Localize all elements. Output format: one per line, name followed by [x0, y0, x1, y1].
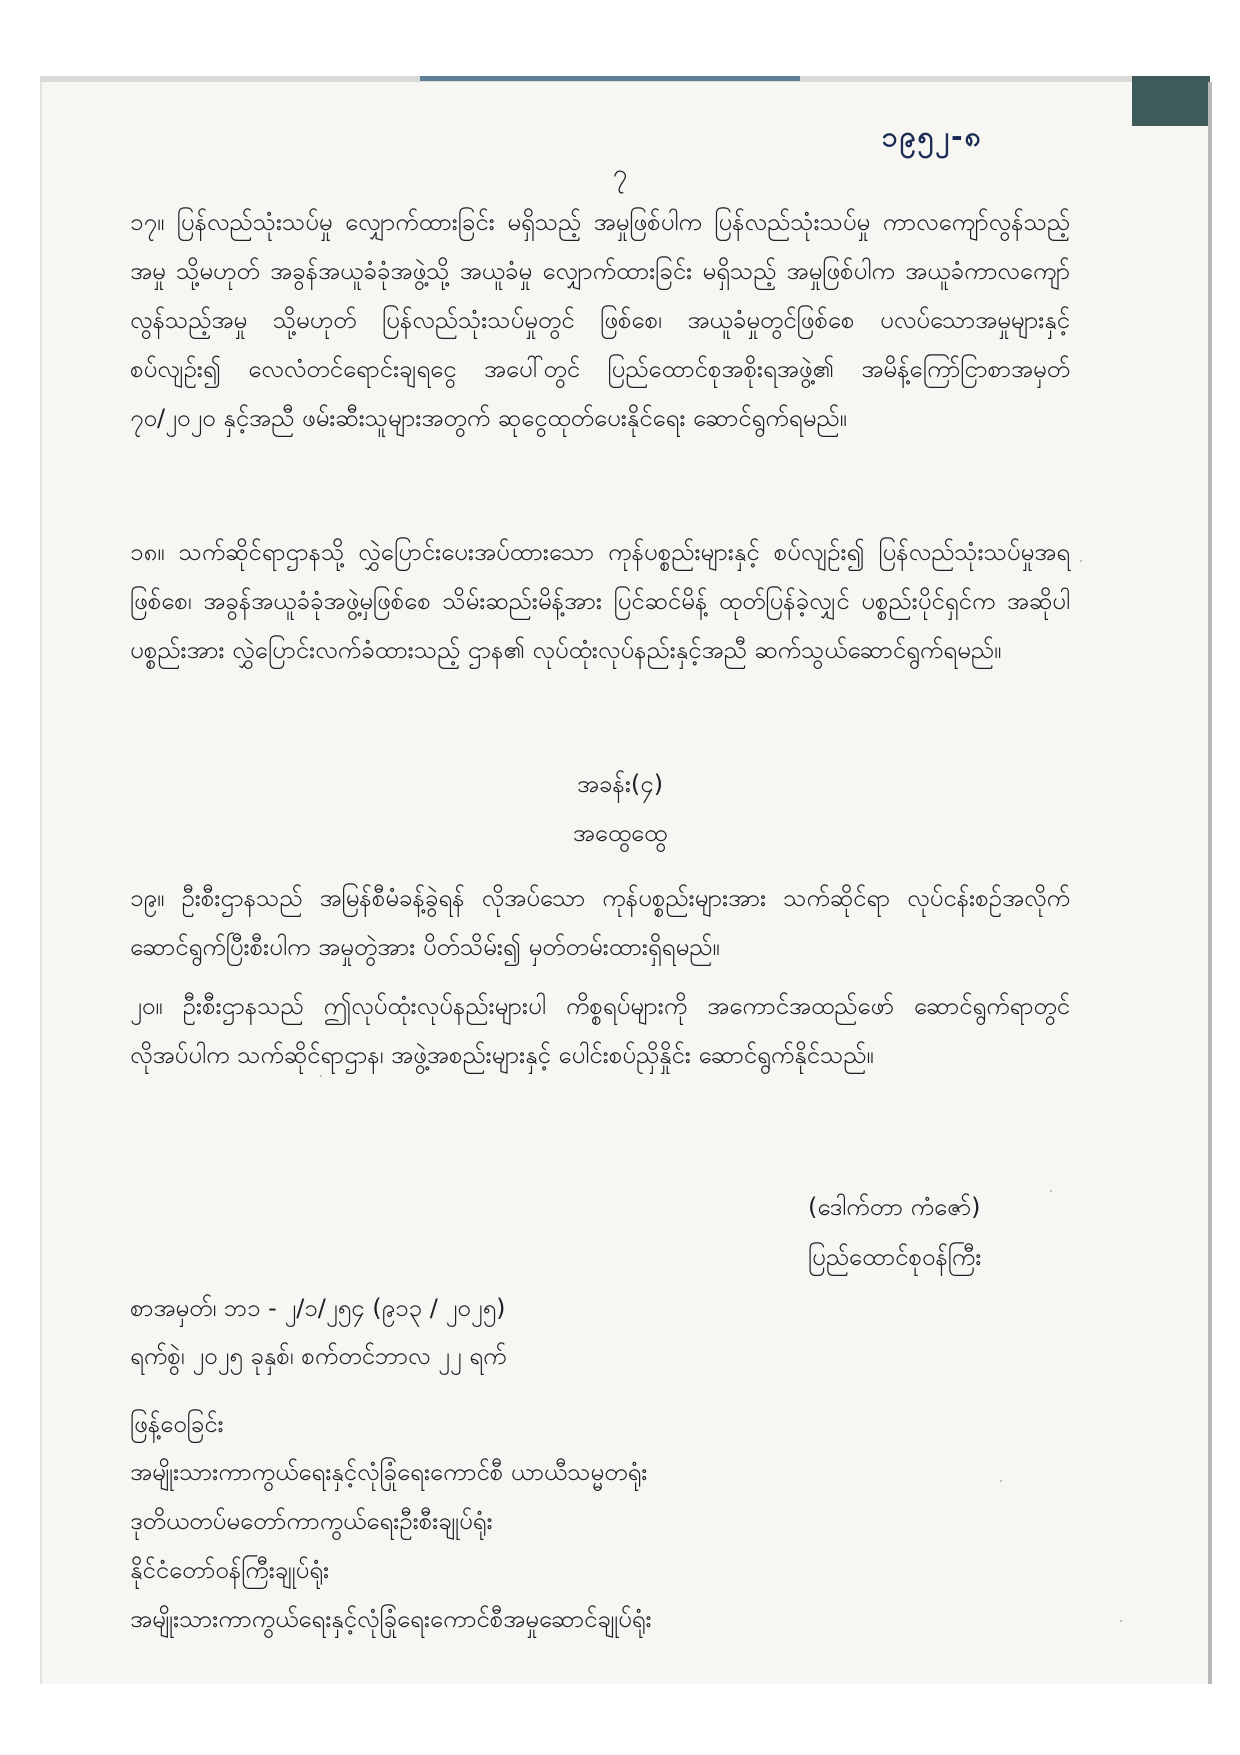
signatory-position: ပြည်ထောင်စုဝန်ကြီး: [808, 1243, 982, 1271]
distribution-item: ဒုတိယတပ်မတော်ကာကွယ်ရေးဦးစီးချုပ်ရုံး: [130, 1507, 493, 1535]
chapter-title: အခန်း(၄): [576, 770, 664, 798]
distribution-item: နိုင်ငံတော်ဝန်ကြီးချုပ်ရုံး: [130, 1556, 330, 1584]
paragraph-20: [130, 982, 1070, 1080]
stamp-number: ၁၉၅၂-၈: [882, 120, 983, 153]
chapter-subtitle: အထွေထွေ: [572, 819, 668, 847]
paragraph-number: ၁၈။: [130, 538, 165, 566]
paragraph-text: ပြန်လည်သုံးသပ်မှု လျှောက်ထားခြင်း မရှိသည့် အမှုဖြစ်ပါက ပြန်လည်သုံးသပ်မှု ကာလကျော်လွန်သည့်အမှု သို့မဟုတ် အခွန်အယူခံခုံအဖွဲ့သို့ အယူခံမှု လျှောက်ထားခြင်း မရှိသည့် အမှုဖြစ်ပါက အယူခံကာလကျော်လွန်သည့်အမှု သို့မဟုတ် ပြန်လည်သုံးသပ်မှုတွင် ဖြစ်စေ၊ အယူခံမှုတွင်ဖြစ်စေ ပလပ်သောအမှုများနှင့် စပ်လျဉ်း၍ လေလံတင်ရောင်းချရငွေ အပေါ်တွင် ပြည်ထောင်စုအစိုးရအဖွဲ့၏ အမိန့်ကြော်ငြာစာအမှတ် ၇၀/၂၀၂၀ နှင့်အညီ ဖမ်းဆီးသူများအတွက် ဆုငွေထုတ်ပေးနိုင်ရေး ဆောင်ရွက်ရမည်။: [130, 208, 1070, 432]
scan-speck: [320, 1075, 322, 1077]
paragraph-number: ၁၇။: [130, 208, 165, 236]
paragraph-19: [130, 874, 1070, 972]
distribution-title: ဖြန့်ဝေခြင်း: [130, 1410, 224, 1438]
distribution-item: အမျိုးသားကာကွယ်ရေးနှင့်လုံခြုံရေးကောင်စီအမှုဆောင်ချုပ်ရုံး: [130, 1605, 652, 1633]
signatory-name: (ဒေါက်တာ ကံဇော်): [808, 1193, 981, 1221]
scan-speck: [1080, 560, 1082, 562]
page-number: ၇: [612, 159, 628, 189]
paragraph-17: [130, 198, 1070, 443]
scan-speck: [1000, 1480, 1002, 1482]
scan-corner-shadow: [1132, 76, 1210, 126]
scan-speck: [1120, 1620, 1122, 1622]
distribution-item: အမျိုးသားကာကွယ်ရေးနှင့်လုံခြုံရေးကောင်စီ ယာယီသမ္မတရုံး: [130, 1458, 648, 1486]
paragraph-text: သက်ဆိုင်ရာဌာနသို့ လွှဲပြောင်းပေးအပ်ထားသော ကုန်ပစ္စည်းများနှင့် စပ်လျဉ်း၍ ပြန်လည်သုံးသပ်မှုအရ ဖြစ်စေ၊ အခွန်အယူခံခုံအဖွဲ့မှဖြစ်စေ သိမ်းဆည်းမိန့်အား ပြင်ဆင်မိန့် ထုတ်ပြန်ခဲ့လျှင် ပစ္စည်းပိုင်ရှင်က အဆိုပါပစ္စည်းအား လွှဲပြောင်းလက်ခံထားသည့် ဌာန၏ လုပ်ထုံးလုပ်နည်းနှင့်အညီ ဆက်သွယ်ဆောင်ရွက်ရမည်။: [130, 538, 1070, 664]
paragraph-text: ဦးစီးဌာနသည် ဤလုပ်ထုံးလုပ်နည်းများပါ ကိစ္စရပ်များကို အကောင်အထည်ဖော် ဆောင်ရွက်ရာတွင် လိုအပ်ပါက သက်ဆိုင်ရာဌာန၊ အဖွဲ့အစည်းများနှင့် ပေါင်းစပ်ညှိနှိုင်း ဆောင်ရွက်နိုင်သည်။: [130, 992, 1070, 1069]
paragraph-text: ဦးစီးဌာနသည် အမြန်စီမံခန့်ခွဲရန် လိုအပ်သော ကုန်ပစ္စည်းများအား သက်ဆိုင်ရာ လုပ်ငန်းစဉ်အလိုက် ဆောင်ရွက်ပြီးစီးပါက အမှုတွဲအား ပိတ်သိမ်း၍ မှတ်တမ်းထားရှိရမည်။: [130, 884, 1070, 961]
scan-speck: [1050, 1190, 1052, 1192]
letter-date: ရက်စွဲ၊ ၂၀၂၅ ခုနှစ်၊ စက်တင်ဘာလ ၂၂ ရက်: [130, 1342, 507, 1370]
scan-right-edge: [1208, 82, 1212, 1684]
paragraph-number: ၁၉။: [130, 884, 165, 912]
paragraph-number: ၂၀။: [130, 992, 163, 1020]
scan-blue-mark: [420, 76, 800, 81]
paragraph-18: [130, 528, 1070, 675]
letter-number: စာအမှတ်၊ ဘ၁ - ၂/၁/၂၅၄ (၉၁၃ / ၂၀၂၅): [130, 1294, 506, 1322]
